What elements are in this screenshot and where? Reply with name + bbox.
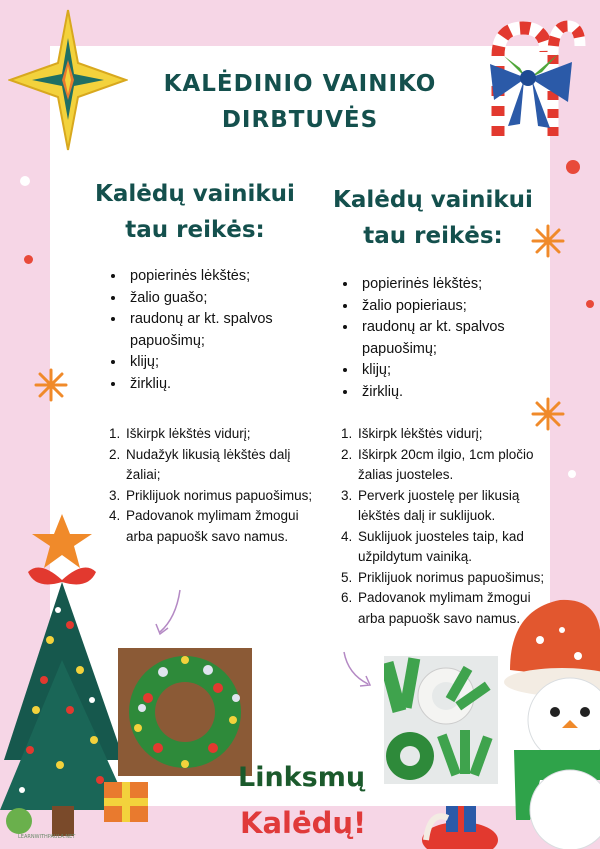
left-heading [80, 176, 310, 248]
arrow-icon [150, 588, 186, 638]
right-heading [318, 182, 548, 254]
list-item: • popierinės lėkštės; [126, 266, 316, 288]
step-item: 2. Nudažyk likusią lėkštės dalį žaliai; [124, 445, 324, 486]
footer-greeting-line2: Kalėdų! [240, 806, 367, 840]
title-line: KALĖDINIO VAINIKO [163, 71, 437, 97]
arrow-icon [340, 648, 376, 690]
logo-icon [6, 808, 32, 834]
step-item: 3. Perverk juostelę per likusią lėkštės dalį ir suklijuok. [356, 486, 556, 527]
list-item: • žalio guašo; [126, 288, 316, 310]
footer-greeting-line1: Linksmų [238, 762, 366, 793]
list-item: • klijų; [126, 352, 316, 374]
left-steps-list [108, 424, 324, 547]
wreath-photo-paper-strips [384, 656, 498, 784]
dot-decoration [586, 300, 594, 308]
right-materials-list [340, 274, 548, 403]
list-item: • žirklių. [358, 382, 548, 404]
heading-line: tau reikės: [363, 223, 503, 249]
right-steps-list [340, 424, 556, 629]
step-item: 6. Padovanok mylimam žmogui arba papuošk savo namus. [356, 588, 556, 629]
list-item: • žalio popieriaus; [358, 296, 548, 318]
dot-decoration [566, 160, 580, 174]
heading-line: tau reikės: [125, 217, 265, 243]
heading-line: Kalėdų vainikui [333, 187, 533, 213]
list-item: • raudonų ar kt. spalvos papuošimų; [126, 309, 316, 352]
step-item: 3. Priklijuok norimus papuošimus; [124, 486, 324, 507]
dot-decoration [24, 255, 33, 264]
dot-decoration [20, 176, 30, 186]
step-item: 4. Padovanok mylimam žmogui arba papuošk savo namus. [124, 506, 324, 547]
list-item: • žirklių. [126, 374, 316, 396]
step-item: 1. Iškirpk lėkštės vidurį; [124, 424, 324, 445]
title-line: DIRBTUVĖS [221, 107, 379, 133]
heading-line: Kalėdų vainikui [95, 181, 295, 207]
list-item: • popierinės lėkštės; [358, 274, 548, 296]
left-materials-list [108, 266, 316, 395]
step-item: 4. Suklijuok juosteles taip, kad užpildytum vainiką. [356, 527, 556, 568]
dot-decoration [568, 470, 576, 478]
gift-decoration [420, 800, 500, 849]
watermark-text: LEARNWITHPAULA.NET [18, 834, 76, 840]
wreath-photo-painted [118, 648, 252, 776]
page-title [0, 66, 600, 138]
snowflake-icon [34, 368, 68, 402]
list-item: • raudonų ar kt. spalvos papuošimų; [358, 317, 548, 360]
step-item: 5. Priklijuok norimus papuošimus; [356, 568, 556, 589]
list-item: • klijų; [358, 360, 548, 382]
step-item: 2. Iškirpk 20cm ilgio, 1cm pločio žalias juosteles. [356, 445, 556, 486]
step-item: 1. Iškirpk lėkštės vidurį; [356, 424, 556, 445]
